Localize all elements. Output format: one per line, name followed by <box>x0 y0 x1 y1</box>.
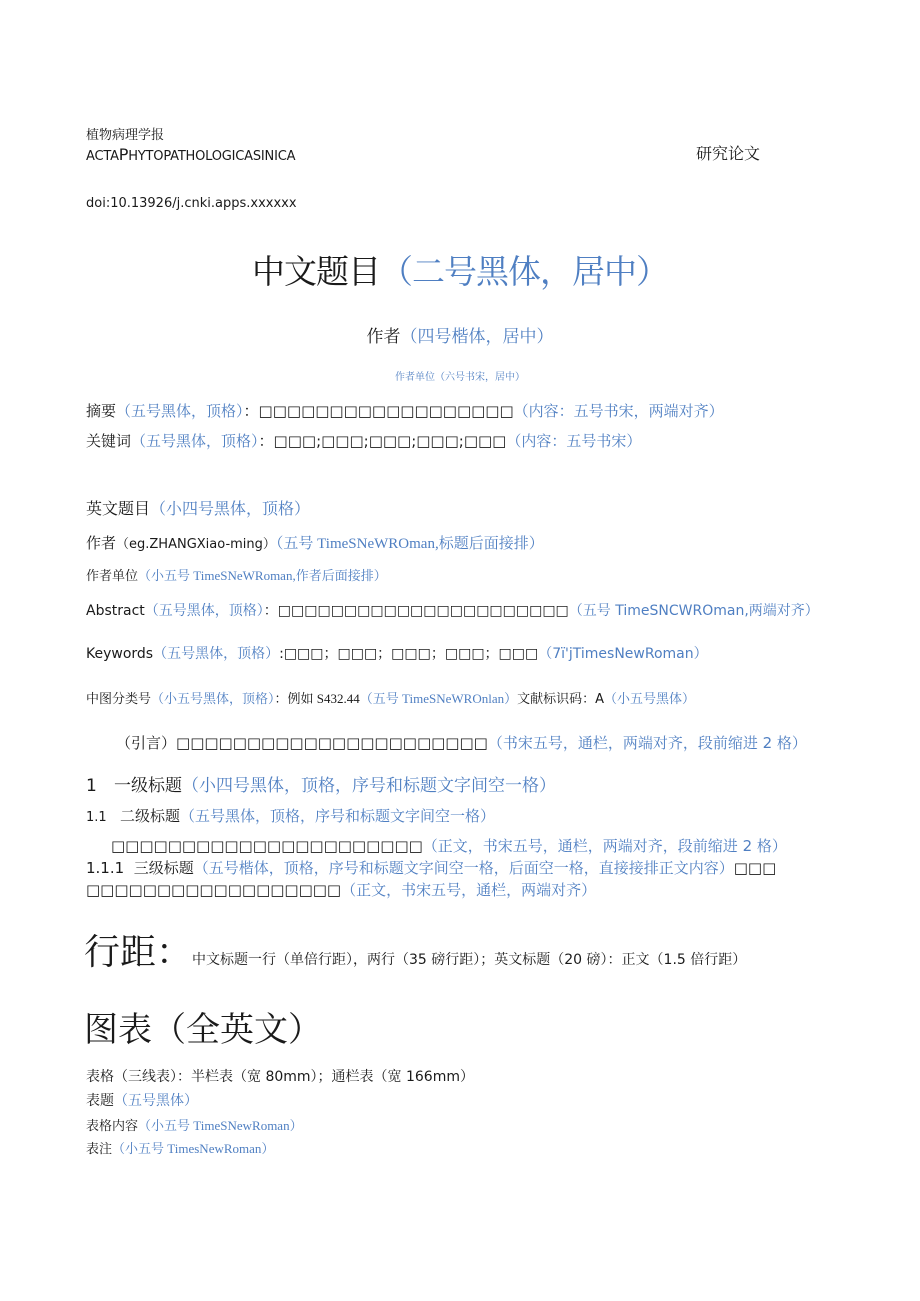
affiliation-cn: 作者单位（六号书宋，居中） <box>395 372 525 383</box>
line-spacing-heading: 行距： <box>84 932 193 973</box>
journal-en-part-a: ACTA <box>86 149 119 164</box>
affiliation-en <box>86 565 387 584</box>
affil-en-note: （小五号 TimeSNeWRoman,作者后面接排） <box>138 568 387 583</box>
table-width-spec: 表格（三线表）：半栏表（宽 80mm）；通栏表（宽 166mm） <box>86 1069 474 1085</box>
author-en <box>86 532 544 553</box>
abstract-en-body: □□□□□□□□□□□□□□□□□□□□□□ <box>277 603 569 619</box>
h1-number: 1 <box>86 776 97 796</box>
abstract-cn-label-note: （五号黑体，顶格） <box>116 402 244 420</box>
heading-level-2 <box>86 805 495 826</box>
body-paragraph <box>111 835 787 856</box>
abstract-cn-body: □□□□□□□□□□□□□□□□□□ <box>258 402 514 420</box>
author-cn-note: （四号楷体，居中） <box>400 327 554 347</box>
h1-text: 一级标题 <box>114 776 182 796</box>
author-en-label: 作者 <box>86 534 117 552</box>
h3-tail: □□□ <box>733 859 777 877</box>
abstract-cn-note: （内容：五号书宋，两端对齐） <box>513 402 724 420</box>
table-content-spec <box>86 1115 303 1134</box>
table-note-spec <box>86 1138 274 1157</box>
keywords-en-sep: : <box>279 646 284 662</box>
h1-note: （小四号黑体，顶格，序号和标题文字间空一格） <box>182 776 556 796</box>
h3-line2-body: □□□□□□□□□□□□□□□□□□ <box>86 881 342 899</box>
clc-label: 中图分类号 <box>86 692 152 707</box>
doi: doi:10.13926/j.cnki.apps.xxxxxx <box>86 196 297 211</box>
author-en-note: （五号 TimeSNeWROman,标题后面接排） <box>275 536 544 552</box>
table-note-label: 表注 <box>86 1142 113 1157</box>
table-content-note: （小五号 TimeSNewRoman） <box>138 1118 303 1133</box>
paper-type-label: 研究论文 <box>696 144 761 163</box>
intro-paragraph <box>116 732 807 753</box>
clc-example: ：例如 S432.44 <box>274 691 360 706</box>
title-note: （二号黑体，居中） <box>380 252 668 291</box>
abstract-cn <box>86 400 724 421</box>
table-note-note: （小五号 TimesNewRoman） <box>112 1141 275 1156</box>
line-spacing-detail: 中文标题一行（单倍行距），两行（35 磅行距）；英文标题（20 磅）：正文（1.5 倍行距） <box>192 952 747 968</box>
journal-name-cn: 植物病理学报 <box>86 128 165 143</box>
title-en <box>86 496 310 519</box>
figures-heading: 图表（全英文） <box>84 1010 322 1050</box>
keywords-cn-label-note: （五号黑体，顶格） <box>131 432 259 450</box>
doc-code-note: （小五号黑体） <box>604 692 696 707</box>
keywords-en-note: （7ï'jTimesNewRoman） <box>538 646 708 662</box>
keywords-cn-label: 关键词 <box>86 432 132 450</box>
abstract-cn-sep: ： <box>243 402 259 420</box>
line-spacing-note <box>84 924 746 975</box>
abstract-en-label-note: （五号黑体，顶格） <box>144 603 264 619</box>
title-en-text: 英文题目 <box>86 499 151 518</box>
h3-line2-note: （正文，书宋五号，通栏，两端对齐） <box>341 881 597 899</box>
journal-name-en <box>86 145 295 164</box>
clc-label-note: （小五号黑体，顶格） <box>151 692 275 707</box>
abstract-en-note: （五号 TimeSNCWROman,两端对齐） <box>568 603 819 619</box>
heading-level-3-continuation <box>86 879 596 900</box>
classification-line <box>86 688 695 707</box>
doc-code: 文献标识码：A <box>517 692 604 707</box>
keywords-en <box>86 643 708 663</box>
abstract-en <box>86 600 819 620</box>
title-text: 中文题目 <box>252 252 380 291</box>
page-title <box>0 246 920 293</box>
journal-en-part-p: P <box>118 145 129 164</box>
h2-number: 1.1 <box>86 810 107 825</box>
keywords-en-body: □□□；□□□；□□□；□□□；□□□ <box>283 646 539 662</box>
body-placeholder: □□□□□□□□□□□□□□□□□□□□□□ <box>111 837 423 855</box>
h2-text: 二级标题 <box>120 807 181 825</box>
keywords-cn-note: （内容：五号书宋） <box>506 432 642 450</box>
heading-level-3 <box>86 857 776 878</box>
keywords-cn <box>86 430 641 451</box>
abstract-en-label: Abstract <box>86 603 145 619</box>
heading-level-1 <box>86 771 556 796</box>
intro-label: （引言） <box>116 734 177 752</box>
keywords-cn-sep: ： <box>258 432 274 450</box>
h3-note: （五号楷体，顶格，序号和标题文字间空一格，后面空一格，直接接排正文内容） <box>193 859 734 877</box>
title-en-note: （小四号黑体，顶格） <box>150 499 311 518</box>
author-en-example: （eg.ZHANGXiao-ming） <box>116 537 276 552</box>
table-title-label: 表题 <box>86 1093 114 1109</box>
abstract-en-sep: ： <box>263 603 278 619</box>
table-title-spec <box>86 1090 198 1110</box>
h3-text: 三级标题 <box>133 859 194 877</box>
intro-body: □□□□□□□□□□□□□□□□□□□□□□ <box>176 734 488 752</box>
h2-note: （五号黑体，顶格，序号和标题文字间空一格） <box>180 807 496 825</box>
affil-en-label: 作者单位 <box>86 569 139 584</box>
intro-note: （书宋五号，通栏，两端对齐，段前缩进 2 格） <box>487 734 807 752</box>
keywords-en-label-note: （五号黑体，顶格） <box>153 646 280 662</box>
abstract-cn-label: 摘要 <box>86 402 117 420</box>
table-title-note: （五号黑体） <box>114 1093 198 1109</box>
clc-example-note: （五号 TimeSNeWROnlan） <box>359 691 518 706</box>
body-note: （正文，书宋五号，通栏，两端对齐，段前缩进 2 格） <box>422 837 787 855</box>
keywords-en-label: Keywords <box>86 646 154 662</box>
journal-en-part-b: HYTOPATHOLOGICASINICA <box>128 149 296 164</box>
keywords-cn-body: □□□;□□□;□□□;□□□;□□□ <box>273 432 507 450</box>
author-cn-text: 作者 <box>366 327 401 347</box>
author-cn <box>0 322 920 347</box>
h3-number: 1.1.1 <box>86 859 125 877</box>
table-content-label: 表格内容 <box>86 1119 139 1134</box>
